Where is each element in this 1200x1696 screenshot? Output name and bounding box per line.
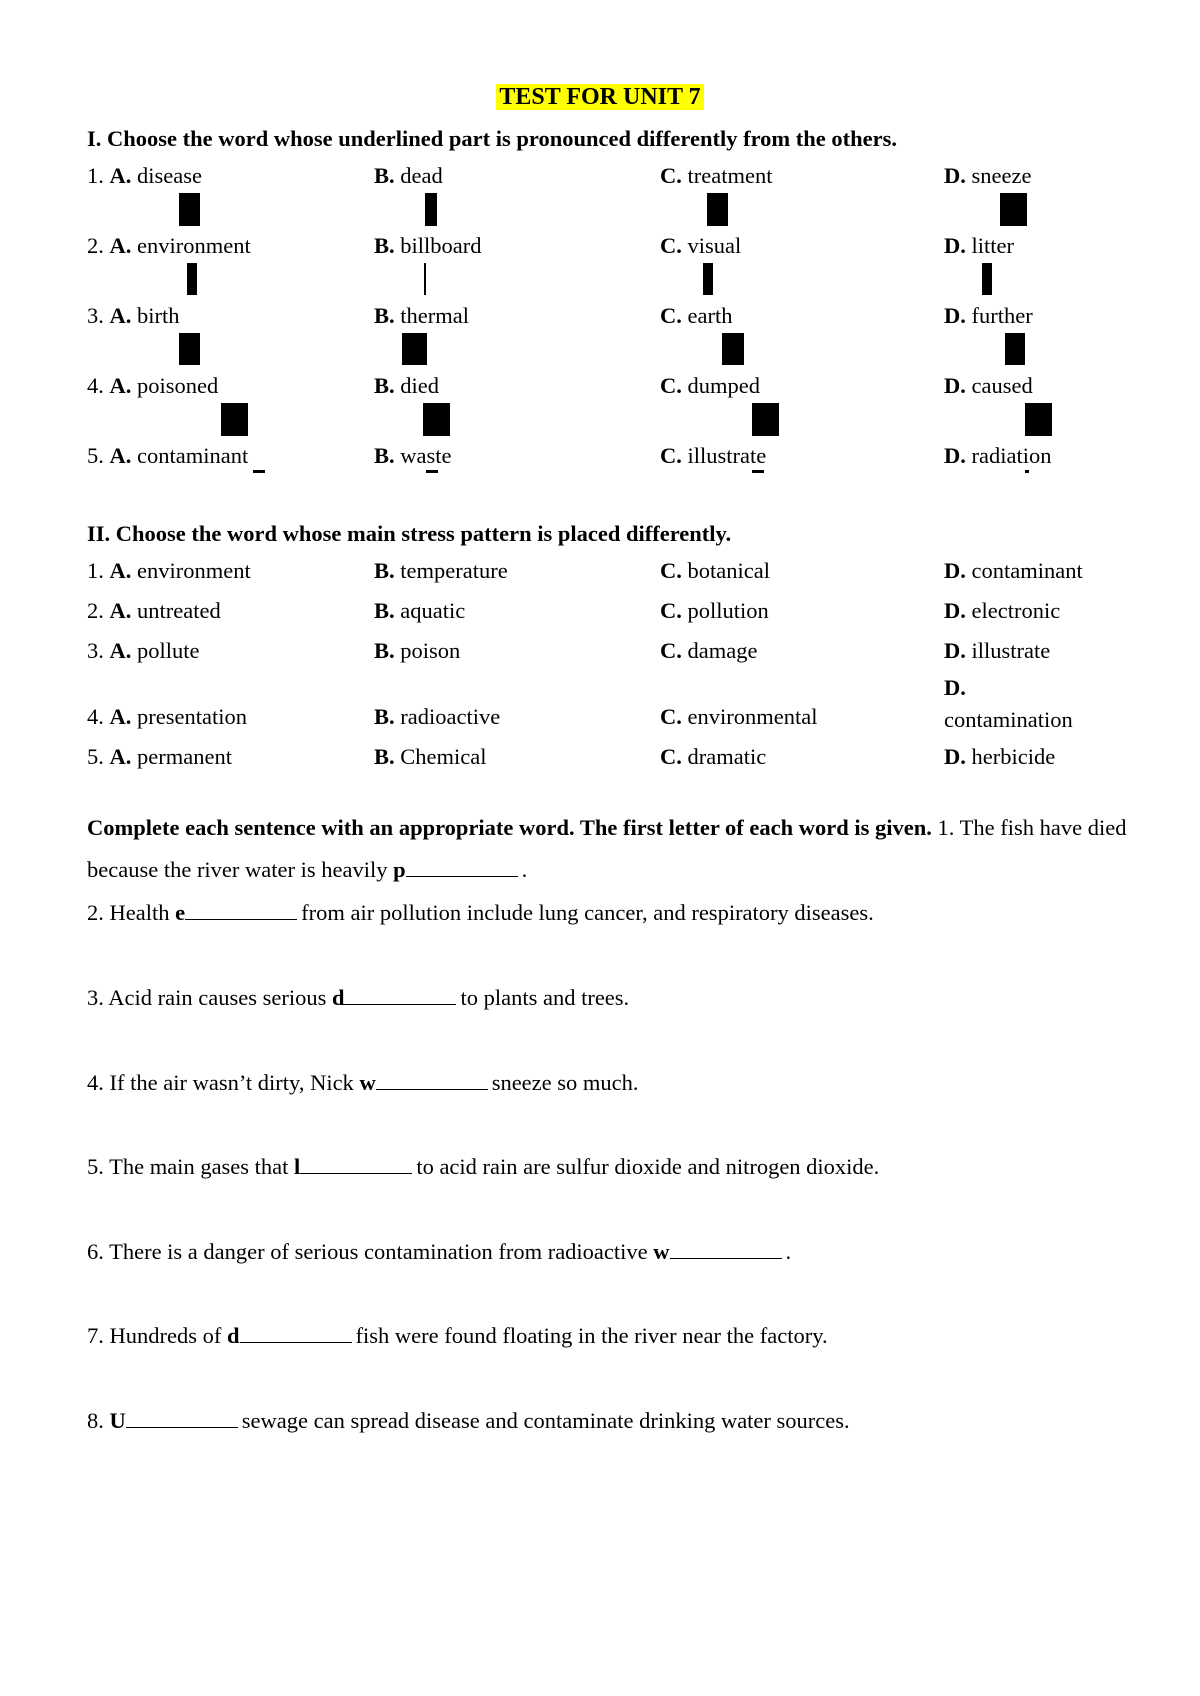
underline-mark — [1025, 470, 1029, 473]
redaction-mark — [1000, 193, 1027, 226]
option-c: C. environmental — [660, 704, 818, 729]
section-1-heading: I. Choose the word whose underlined part is pronounced differently from the others. — [87, 126, 898, 151]
option-c: C. illustrate — [660, 443, 767, 468]
section-2-heading: II. Choose the word whose main stress pattern is placed differently. — [87, 521, 732, 546]
option-b: B. poison — [374, 638, 461, 663]
redaction-mark — [1005, 333, 1025, 365]
option-b: B. billboard — [374, 233, 482, 258]
option-b: B. radioactive — [374, 704, 501, 729]
redaction-mark — [423, 403, 450, 436]
s2-question-5 — [87, 744, 1167, 774]
s2-question-4 — [87, 675, 1167, 734]
option-a: 5. A. contaminant — [87, 443, 249, 468]
redaction-mark — [982, 263, 992, 295]
redaction-mark — [402, 333, 427, 365]
option-c: C. botanical — [660, 558, 770, 583]
redaction-mark — [1025, 403, 1052, 436]
option-a: 1. A. disease — [87, 163, 202, 188]
sentence-6: 6. There is a danger of serious contamination from radioactive w . — [87, 1239, 792, 1264]
answer-blank[interactable] — [670, 1240, 782, 1259]
option-c: C. dumped — [660, 373, 760, 398]
option-a: 4. A. poisoned — [87, 373, 219, 398]
section-3-heading: Complete each sentence with an appropriate word. The first letter of each word is given. — [87, 815, 932, 840]
s1-question-1 — [87, 163, 1167, 193]
redaction-mark — [179, 333, 200, 365]
option-a: 3. A. pollute — [87, 638, 200, 663]
option-a: 2. A. untreated — [87, 598, 221, 623]
option-b: B. aquatic — [374, 598, 466, 623]
sentence-3: 3. Acid rain causes serious d to plants and trees. — [87, 985, 630, 1010]
redaction-mark — [424, 263, 426, 295]
s1-question-3 — [87, 303, 1167, 333]
sentence-8: 8. U sewage can spread disease and contaminate drinking water sources. — [87, 1408, 850, 1433]
redaction-mark — [752, 403, 779, 436]
underline-mark — [752, 470, 764, 473]
answer-blank[interactable] — [344, 986, 456, 1005]
answer-blank[interactable] — [240, 1324, 352, 1343]
answer-blank[interactable] — [376, 1071, 488, 1090]
option-b: B. temperature — [374, 558, 508, 583]
option-d: D. radiation — [944, 443, 1052, 468]
redaction-mark — [703, 263, 713, 295]
section-3-intro: Complete each sentence with an appropriate word. The first letter of each word is given. 1. The fish have died because the river water is heavily p . — [87, 815, 1127, 882]
option-c: C. treatment — [660, 163, 773, 188]
answer-blank[interactable] — [300, 1155, 412, 1174]
option-c: C. dramatic — [660, 744, 767, 769]
redaction-mark — [707, 193, 728, 226]
option-d: D. further — [944, 303, 1033, 328]
option-a: 2. A. environment — [87, 233, 251, 258]
answer-blank[interactable] — [185, 901, 297, 920]
option-a: 3. A. birth — [87, 303, 180, 328]
page-title: TEST FOR UNIT 7 — [0, 84, 1200, 111]
option-b: B. thermal — [374, 303, 469, 328]
s2-question-3 — [87, 638, 1167, 668]
option-d: D. sneeze — [944, 163, 1032, 188]
option-c: C. damage — [660, 638, 758, 663]
option-b: B. died — [374, 373, 440, 398]
redaction-mark — [722, 333, 744, 365]
redaction-mark — [221, 403, 248, 436]
sentence-4: 4. If the air wasn’t dirty, Nick w sneeze so much. — [87, 1070, 639, 1095]
redaction-mark — [425, 193, 437, 226]
option-d: D. illustrate — [944, 638, 1051, 663]
option-b: B. waste — [374, 443, 452, 468]
option-b: B. dead — [374, 163, 443, 188]
sentence-2: 2. Health e from air pollution include lung cancer, and respiratory diseases. — [87, 900, 874, 925]
option-d: D. electronic — [944, 598, 1061, 623]
option-d: D. contaminant — [944, 558, 1083, 583]
option-a: 5. A. permanent — [87, 744, 232, 769]
option-d: D. herbicide — [944, 744, 1056, 769]
option-b: B. Chemical — [374, 744, 487, 769]
option-c: C. pollution — [660, 598, 769, 623]
s1-question-2 — [87, 233, 1167, 263]
underline-mark — [253, 470, 265, 473]
s1-question-5 — [87, 443, 1167, 473]
option-d: D. contamination — [944, 675, 1073, 732]
s1-question-4 — [87, 373, 1167, 403]
option-a: 1. A. environment — [87, 558, 251, 583]
s2-question-2 — [87, 598, 1167, 628]
answer-blank[interactable] — [126, 1409, 238, 1428]
option-c: C. earth — [660, 303, 733, 328]
redaction-mark — [179, 193, 200, 226]
option-d: D. caused — [944, 373, 1033, 398]
s2-question-1 — [87, 558, 1167, 588]
redaction-mark — [187, 263, 197, 295]
option-a: 4. A. presentation — [87, 704, 247, 729]
underline-mark — [426, 470, 438, 473]
sentence-7: 7. Hundreds of d fish were found floating in the river near the factory. — [87, 1323, 828, 1348]
option-c: C. visual — [660, 233, 742, 258]
answer-blank[interactable] — [406, 858, 518, 877]
option-d: D. litter — [944, 233, 1014, 258]
sentence-5: 5. The main gases that l to acid rain are sulfur dioxide and nitrogen dioxide. — [87, 1154, 880, 1179]
